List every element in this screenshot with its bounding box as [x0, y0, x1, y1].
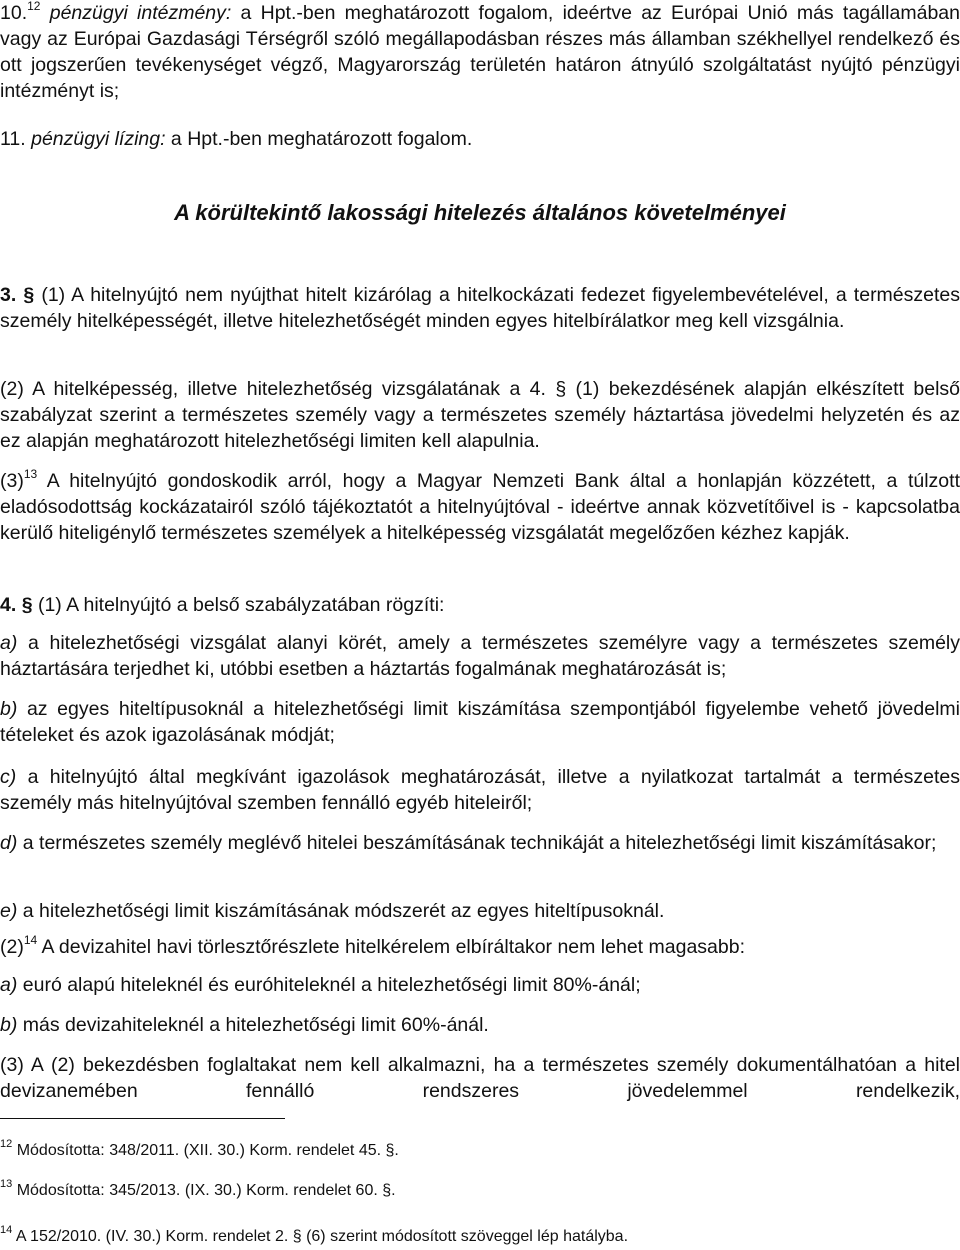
list-text: euró alapú hiteleknél és euróhiteleknél a hitelezhetőségi limit 80%-ánál;	[17, 974, 641, 996]
footnote-number: 12	[0, 1138, 13, 1150]
list-item-a	[0, 630, 960, 682]
section-4-paragraph-1	[0, 592, 960, 618]
point-number: 11.	[0, 128, 26, 150]
list-text: a hitelnyújtó által megkívánt igazolások meghatározását, illetve a nyilatkozat tartalmát a természetes személy más hitelnyújtóval szemben fennálló egyéb hiteleiről;	[0, 766, 960, 814]
footnote-12	[0, 1140, 960, 1162]
section-sign: §	[21, 594, 33, 616]
paragraph-label: (3)	[0, 470, 24, 492]
point-term: pénzügyi intézmény:	[49, 2, 232, 24]
section-4-paragraph-3: (3) A (2) bekezdésben foglaltakat nem kell alkalmazni, ha a természetes személy dokumentálhatóan a hitel devizanemében fennálló rendszeres jövedelemmel rendelkezik,	[0, 1054, 960, 1102]
list-item-b	[0, 696, 960, 748]
footnote-ref-14[interactable]: 14	[23, 933, 38, 947]
list-letter: a)	[0, 974, 18, 996]
footnote-13	[0, 1180, 960, 1202]
list-letter: d)	[0, 832, 18, 854]
paragraph-text: A hitelnyújtó gondoskodik arról, hogy a Magyar Nemzeti Bank által a honlapján közzétett, a túlzott eladósodottság kockázatairól szóló tájékoztatót a hitelnyújtóval - ideértve annak közvetítőivel is - kapcsolatba kerülő hiteligénylő természetes személyek a hitelképesség vizsgálatát megelőzően kézhez kapják.	[0, 470, 960, 544]
paragraph-text: (1) A hitelnyújtó nem nyújthat hitelt kizárólag a hitelkockázati fedezet figyelembevételével, a természetes személy hitelképességét, illetve hitelezhetőségét minden egyes hitelbírálatkor meg kell vizsgálnia.	[0, 284, 960, 332]
footnote-ref-13[interactable]: 13	[23, 467, 38, 481]
list-letter: e)	[0, 900, 18, 922]
section-number: 4.	[0, 594, 17, 616]
point-10	[0, 0, 960, 104]
list-letter: b)	[0, 1014, 18, 1036]
point-number: 10.	[0, 2, 28, 24]
point-text: a Hpt.-ben meghatározott fogalom.	[165, 128, 473, 150]
paragraph-label: (2)	[0, 936, 24, 958]
section-number: 3.	[0, 284, 17, 306]
section-3-paragraph-3	[0, 468, 960, 546]
list-text: a hitelezhetőségi vizsgálat alanyi körét, amely a természetes személyre vagy a természetes személy háztartására terjedhet ki, utóbbi esetben a háztartás fogalmának meghatározását is;	[0, 632, 960, 680]
list-item-a	[0, 972, 960, 998]
list-text: az egyes hiteltípusoknál a hitelezhetőségi limit kiszámítása szempontjából figyelembe vehető jövedelmi tételeket és azok igazolásának módját;	[0, 698, 960, 746]
list-text: a természetes személy meglévő hitelei beszámításának technikáját a hitelezhetőségi limit kiszámításakor;	[17, 832, 937, 854]
footnote-number: 14	[0, 1224, 13, 1236]
list-text: más devizahiteleknél a hitelezhetőségi limit 60%-ánál.	[17, 1014, 489, 1036]
point-term: pénzügyi lízing:	[31, 128, 166, 150]
section-sign: §	[23, 284, 35, 306]
list-letter: b)	[0, 698, 18, 720]
footnote-14	[0, 1226, 960, 1248]
list-item-c	[0, 764, 960, 816]
footnote-text: A 152/2010. (IV. 30.) Korm. rendelet 2. § (6) szerint módosított szöveggel lép hatályba.	[15, 1228, 629, 1245]
list-item-b	[0, 1012, 960, 1038]
footnote-text: Módosította: 348/2011. (XII. 30.) Korm. rendelet 45. §.	[16, 1142, 399, 1159]
list-item-e	[0, 898, 960, 924]
point-text: a Hpt.-ben meghatározott fogalom, ideértve az Európai Unió más tagállamában vagy az Európai Gazdasági Térségről szóló megállapodásban részes más államban székhellyel rendelkező és ott jogszerűen tevékenységet végző, Magyarország területén határon átnyúló szolgáltatást nyújtó pénzügyi intézményt is;	[0, 2, 960, 102]
section-4-paragraph-2	[0, 934, 960, 960]
list-letter: c)	[0, 766, 17, 788]
list-letter: a)	[0, 632, 18, 654]
section-3-paragraph-1	[0, 282, 960, 334]
paragraph-text: A devizahitel havi törlesztőrészlete hitelkérelem elbíráltakor nem lehet magasabb:	[37, 936, 745, 958]
section-heading: A körültekintő lakossági hitelezés általános követelményei	[174, 200, 786, 225]
footnote-divider	[0, 1118, 285, 1119]
list-item-d	[0, 830, 960, 856]
footnote-text: Módosította: 345/2013. (IX. 30.) Korm. rendelet 60. §.	[16, 1182, 396, 1199]
point-11	[0, 126, 960, 152]
footnote-ref-12[interactable]: 12	[27, 0, 41, 13]
section-3-paragraph-2: (2) A hitelképesség, illetve hitelezhetőség vizsgálatának a 4. § (1) bekezdésének alapján elkészített belső szabályzat szerint a természetes személy vagy a természetes személy háztartása jövedelmi helyzetén és az ez alapján meghatározott hitelezhetőségi limiten kell alapulnia.	[0, 378, 960, 452]
footnote-number: 13	[0, 1178, 13, 1190]
list-text: a hitelezhetőségi limit kiszámításának módszerét az egyes hiteltípusoknál.	[17, 900, 665, 922]
paragraph-text: (1) A hitelnyújtó a belső szabályzatában rögzíti:	[32, 594, 445, 616]
